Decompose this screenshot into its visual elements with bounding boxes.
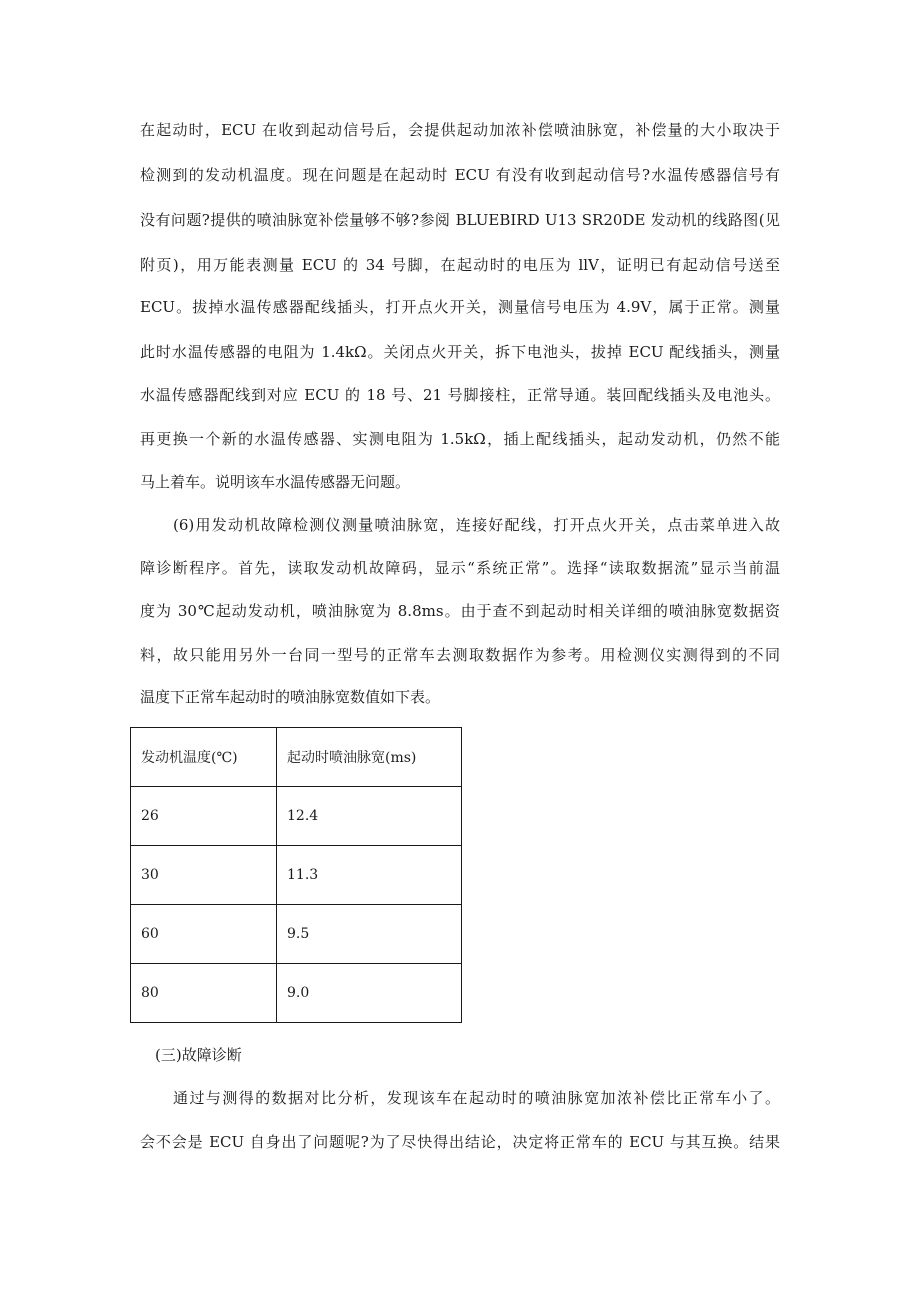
table-row — [131, 905, 462, 964]
table-row — [131, 787, 462, 846]
paragraph-3-line-2: 会不会是 ECU 自身出了问题呢?为了尽快得出结论，决定将正常车的 ECU 与其互换。结果 — [140, 1133, 780, 1151]
paragraph-1-line-5: ECU。拔掉水温传感器配线插头，打开点火开关，测量信号电压为 4.9V，属于正常。测量 — [140, 298, 780, 316]
paragraph-2-line-3: 度为 30℃起动发动机，喷油脉宽为 8.8ms。由于查不到起动时相关详细的喷油脉宽数据资 — [140, 602, 780, 620]
paragraph-1-line-6: 此时水温传感器的电阻为 1.4kΩ。关闭点火开关，拆下电池头，拔掉 ECU 配线插头，测量 — [140, 343, 780, 361]
table-row — [131, 846, 462, 905]
paragraph-1-line-1: 在起动时，ECU 在收到起动信号后，会提供起动加浓补偿喷油脉宽，补偿量的大小取决于 — [140, 121, 780, 139]
paragraph-2-line-1: (6)用发动机故障检测仪测量喷油脉宽，连接好配线，打开点火开关，点击菜单进入故 — [173, 516, 780, 534]
table-cell-pulse-width: 9.5 — [277, 905, 462, 964]
table-cell-pulse-width: 12.4 — [277, 787, 462, 846]
table-cell-temperature: 26 — [131, 787, 277, 846]
table-header-temperature: 发动机温度(℃) — [131, 728, 277, 787]
table-cell-pulse-width: 9.0 — [277, 964, 462, 1023]
table-cell-temperature: 80 — [131, 964, 277, 1023]
paragraph-1-line-9: 马上着车。说明该车水温传感器无问题。 — [140, 473, 411, 491]
paragraph-1-line-7: 水温传感器配线到对应 ECU 的 18 号、21 号脚接柱，正常导通。装回配线插头及电池头。 — [140, 386, 780, 404]
section-heading: (三)故障诊断 — [155, 1046, 242, 1064]
table-header-row — [131, 728, 462, 787]
injection-pulse-width-table — [130, 727, 462, 1023]
table-row — [131, 964, 462, 1023]
paragraph-2-line-4: 料，故只能用另外一台同一型号的正常车去测取数据作为参考。用检测仪实测得到的不同 — [140, 646, 780, 664]
table-header-pulse-width: 起动时喷油脉宽(ms) — [277, 728, 462, 787]
paragraph-2-line-2: 障诊断程序。首先，读取发动机故障码，显示“系统正常”。选择“读取数据流”显示当前温 — [140, 559, 780, 577]
paragraph-2-line-5: 温度下正常车起动时的喷油脉宽数值如下表。 — [140, 688, 441, 706]
paragraph-1-line-8: 再更换一个新的水温传感器、实测电阻为 1.5kΩ，插上配线插头，起动发动机，仍然不能 — [140, 430, 780, 448]
table-cell-temperature: 60 — [131, 905, 277, 964]
paragraph-1-line-4: 附页)，用万能表测量 ECU 的 34 号脚，在起动时的电压为 llV，证明已有起动信号送至 — [140, 256, 780, 274]
paragraph-3-line-1: 通过与测得的数据对比分析，发现该车在起动时的喷油脉宽加浓补偿比正常车小了。 — [173, 1089, 780, 1107]
table-cell-pulse-width: 11.3 — [277, 846, 462, 905]
table-cell-temperature: 30 — [131, 846, 277, 905]
paragraph-1-line-3: 没有问题?提供的喷油脉宽补偿量够不够?参阅 BLUEBIRD U13 SR20DE 发动机的线路图(见 — [140, 211, 780, 229]
paragraph-1-line-2: 检测到的发动机温度。现在问题是在起动时 ECU 有没有收到起动信号?水温传感器信号有 — [140, 166, 780, 184]
